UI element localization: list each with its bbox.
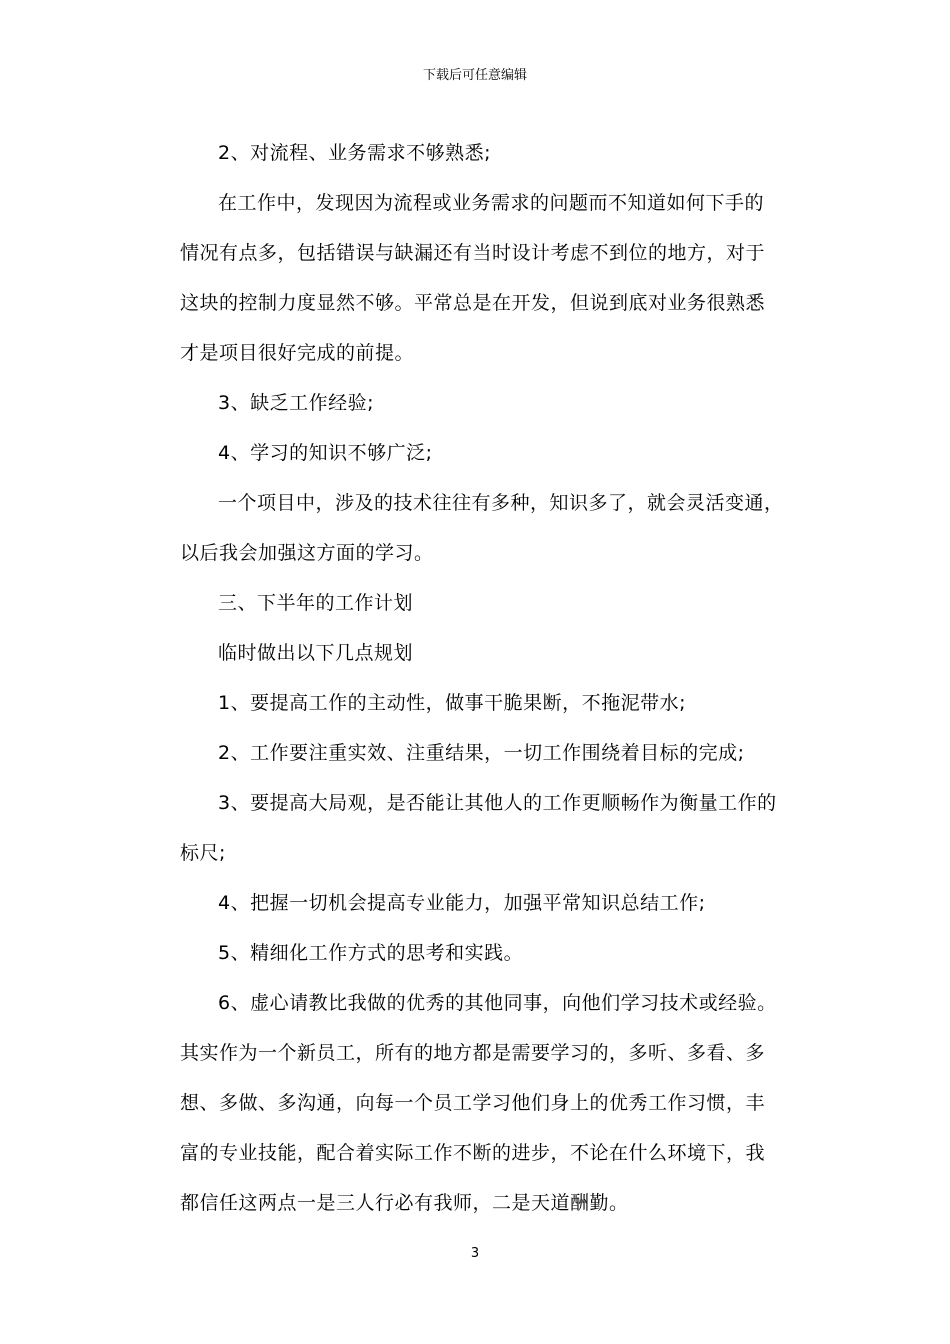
- paragraph-line: 想、多做、多沟通，向每一个员工学习他们身上的优秀工作习惯，丰: [180, 1092, 766, 1114]
- paragraph-line: 才是项目很好完成的前提。: [180, 342, 415, 364]
- paragraph-line: 情况有点多，包括错误与缺漏还有当时设计考虑不到位的地方，对于: [180, 242, 766, 264]
- paragraph-line: 其实作为一个新员工，所有的地方都是需要学习的，多听、多看、多: [180, 1042, 766, 1064]
- paragraph-line: 2、对流程、业务需求不够熟悉;: [218, 142, 491, 164]
- list-item: 3、要提高大局观，是否能让其他人的工作更顺畅作为衡量工作的: [218, 792, 777, 814]
- paragraph-line: 3、缺乏工作经验;: [218, 392, 374, 414]
- list-item: 1、要提高工作的主动性，做事干脆果断，不拖泥带水;: [218, 692, 686, 714]
- page-number: 3: [470, 1246, 480, 1261]
- page-header: 下载后可任意编辑: [422, 68, 527, 83]
- document-body: [180, 128, 784, 1228]
- list-item: 6、虚心请教比我做的优秀的其他同事，向他们学习技术或经验。: [218, 992, 777, 1014]
- paragraph-line: 富的专业技能，配合着实际工作不断的进步，不论在什么环境下，我: [180, 1142, 766, 1164]
- paragraph-line: 一个项目中，涉及的技术往往有多种，知识多了，就会灵活变通，: [218, 492, 784, 514]
- paragraph-line: 在工作中，发现因为流程或业务需求的问题而不知道如何下手的: [218, 192, 765, 214]
- paragraph-line: 4、学习的知识不够广泛;: [218, 442, 433, 464]
- section-heading: 三、下半年的工作计划: [218, 592, 414, 614]
- paragraph-line: 以后我会加强这方面的学习。: [180, 542, 434, 564]
- paragraph-line: 这块的控制力度显然不够。平常总是在开发，但说到底对业务很熟悉: [180, 292, 766, 314]
- paragraph-line: 临时做出以下几点规划: [218, 642, 414, 664]
- list-item: 2、工作要注重实效、注重结果，一切工作围绕着目标的完成;: [218, 742, 745, 764]
- list-item: 5、精细化工作方式的思考和实践。: [218, 942, 524, 964]
- list-item-continuation: 标尺;: [180, 842, 226, 864]
- list-item: 4、把握一切机会提高专业能力，加强平常知识总结工作;: [218, 892, 706, 914]
- paragraph-line: 都信任这两点一是三人行必有我师，二是天道酬勤。: [180, 1192, 629, 1214]
